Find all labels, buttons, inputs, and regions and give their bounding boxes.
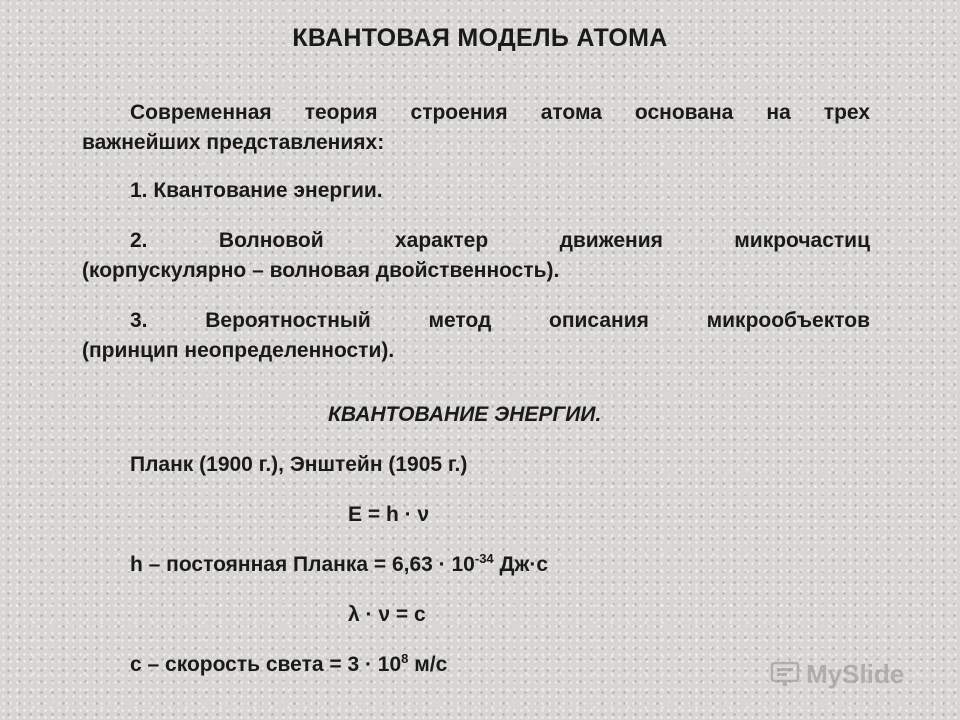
point-2-line-1: 2. Волновой характер движения микрочастиц: [130, 229, 870, 252]
planck-exponent: -34: [474, 551, 494, 566]
intro-line-1: Современная теория строения атома основана на трех: [130, 101, 870, 124]
section-heading: КВАНТОВАНИЕ ЭНЕРГИИ.: [328, 403, 602, 426]
point-1: 1. Квантование энергии.: [130, 179, 383, 202]
authors-line: Планк (1900 г.), Энштейн (1905 г.): [130, 453, 468, 476]
page-title: КВАНТОВАЯ МОДЕЛЬ АТОМА: [292, 24, 668, 52]
intro-line-2: важнейших представлениях:: [82, 131, 385, 154]
point-3-line-1: 3. Вероятностный метод описания микрообъектов: [130, 309, 870, 332]
watermark-text: MySlide: [806, 658, 905, 689]
light-speed-prefix: c – скорость света = 3 · 10: [130, 653, 402, 676]
planck-unit: Дж·с: [493, 553, 549, 576]
watermark: [770, 656, 904, 692]
light-speed-exponent: 8: [401, 651, 409, 666]
point-3-line-2: (принцип неопределенности).: [82, 339, 395, 362]
planck-prefix: h – постоянная Планка = 6,63 · 10: [130, 553, 475, 576]
formula-energy: E = h · ν: [348, 503, 430, 526]
light-speed-unit: м/с: [408, 653, 448, 676]
light-speed-line: [82, 650, 870, 680]
planck-constant-line: [82, 550, 870, 580]
slide-logo-icon: [770, 659, 800, 689]
point-2-line-2: (корпускулярно – волновая двойственность).: [82, 259, 560, 282]
formula-wave: λ · ν = c: [348, 603, 426, 626]
